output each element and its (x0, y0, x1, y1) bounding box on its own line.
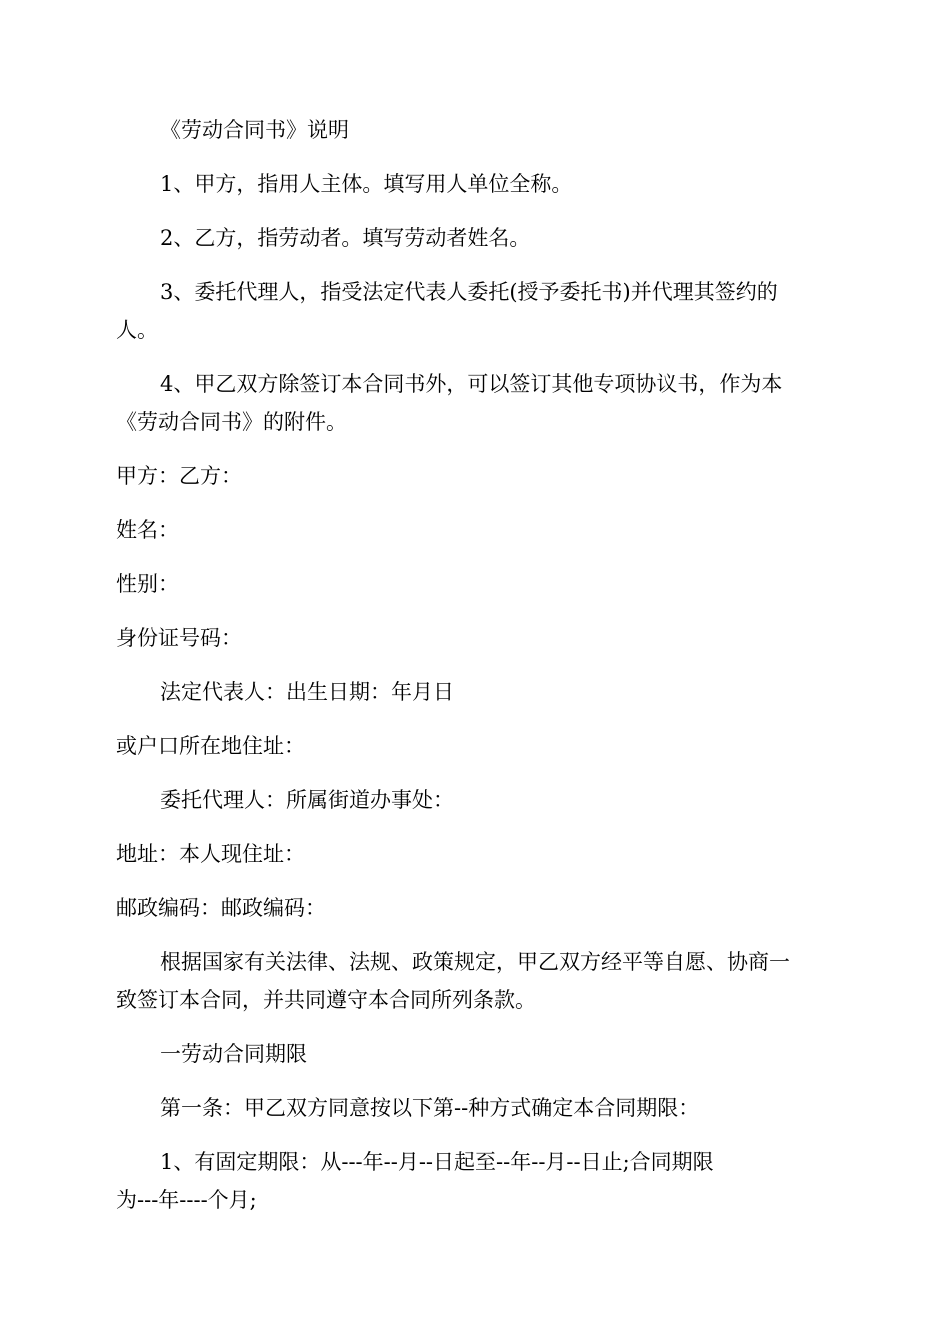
item-1-line-1: 1、有固定期限：从---年--月--日起至--年--月--日止;合同期限 (160, 1150, 714, 1174)
article-1: 第一条：甲乙双方同意按以下第--种方式确定本合同期限： (160, 1096, 700, 1120)
field-name: 姓名： (116, 518, 179, 542)
field-postal-code: 邮政编码：邮政编码： (116, 896, 326, 920)
note-2: 2、乙方，指劳动者。填写劳动者姓名。 (160, 226, 531, 250)
section-title: 一劳动合同期限 (160, 1042, 307, 1066)
note-4-line-1: 4、甲乙双方除签订本合同书外，可以签订其他专项协议书，作为本 (160, 372, 783, 396)
field-id-number: 身份证号码： (116, 626, 242, 650)
field-address: 地址：本人现住址： (116, 842, 305, 866)
note-3-line-1: 3、委托代理人，指受法定代表人委托(授予委托书)并代理其签约的 (160, 280, 778, 304)
field-legal-representative: 法定代表人：出生日期：年月日 (160, 680, 454, 704)
preamble-line-1: 根据国家有关法律、法规、政策规定，甲乙双方经平等自愿、协商一 (160, 950, 790, 974)
field-authorized-agent: 委托代理人：所属街道办事处： (160, 788, 454, 812)
field-gender: 性别： (116, 572, 179, 596)
item-1-line-2: 为---年----个月; (116, 1188, 257, 1212)
document-title: 《劳动合同书》说明 (160, 118, 349, 142)
note-3-line-2: 人。 (116, 318, 158, 342)
note-4-line-2: 《劳动合同书》的附件。 (116, 410, 347, 434)
note-1: 1、甲方，指用人主体。填写用人单位全称。 (160, 172, 573, 196)
field-household-address: 或户口所在地住址： (116, 734, 305, 758)
preamble-line-2: 致签订本合同，并共同遵守本合同所列条款。 (116, 988, 536, 1012)
field-party-a-b: 甲方：乙方： (116, 464, 242, 488)
